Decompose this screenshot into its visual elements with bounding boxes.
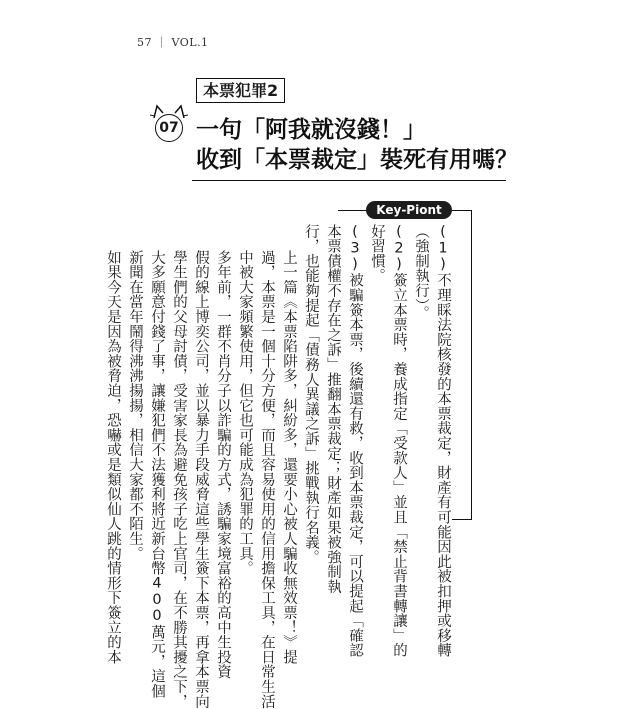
title-underline xyxy=(192,180,506,181)
key-point-bracket xyxy=(452,210,472,520)
key-point-column: 行，也能夠提起「債務人異議之訴」挑戰執行名義。 xyxy=(303,224,319,565)
body-column: 多年前，一群不肖分子以詐騙的方式，誘騙家境富裕的高中生投資 xyxy=(215,250,231,680)
body-column: 如果今天是因為被脅迫，恐嚇或是類似仙人跳的情形下簽立的本 xyxy=(105,250,121,665)
body-column: 學生們的父母討債，受害家長為避免孩子吃上官司，在不勝其擾之下， xyxy=(171,250,187,709)
body-column: 上一篇《本票陷阱多，糾紛多，還要小心被人騙收無效票！》提 xyxy=(281,250,297,665)
key-point-column: (3)被騙簽本票，後續還有救，收到本票裁定，可以提起「確認 xyxy=(347,224,363,658)
key-point-column: (1)不理睬法院核發的本票裁定，財產有可能因此被扣押或移轉 xyxy=(435,224,451,658)
chapter-number-badge: 07 xyxy=(155,114,183,142)
key-point-column: （強制執行）。 xyxy=(413,224,429,321)
key-point-badge: Key-Piont xyxy=(366,201,452,219)
key-point-column: 好習慣。 xyxy=(369,224,385,284)
title-line-1: 一句「阿我就沒錢！」 xyxy=(196,117,426,143)
body-column: 新聞在當年鬧得沸沸揚揚，相信大家都不陌生。 xyxy=(127,250,143,561)
body-column: 假的線上博奕公司，並以暴力手段威脅這些學生簽下本票，再拿本票向 xyxy=(193,250,209,709)
body-column: 過，本票是一個十分方便，而且容易使用的信用擔保工具，在日常生活 xyxy=(259,250,275,709)
key-point-column: (2)簽立本票時，養成指定「受款人」並且「禁止背書轉讓」的 xyxy=(391,224,407,658)
body-column: 大多願意付錢了事，讓嫌犯們不法獲利將近新台幣400萬元，這個 xyxy=(149,250,165,699)
chapter-label: 本票犯罪2 xyxy=(196,78,285,103)
body-column: 中被大家頻繁使用，但它也可能成為犯罪的工具。 xyxy=(237,250,253,576)
key-point-column: 本票債權不存在之訴」推翻本票裁定；財產如果被強制執 xyxy=(325,224,341,594)
title-line-2: 收到「本票裁定」裝死有用嗎？ xyxy=(196,147,518,173)
key-point-connector xyxy=(338,210,366,211)
page-header: 57 ｜ VOL.1 xyxy=(137,36,209,49)
